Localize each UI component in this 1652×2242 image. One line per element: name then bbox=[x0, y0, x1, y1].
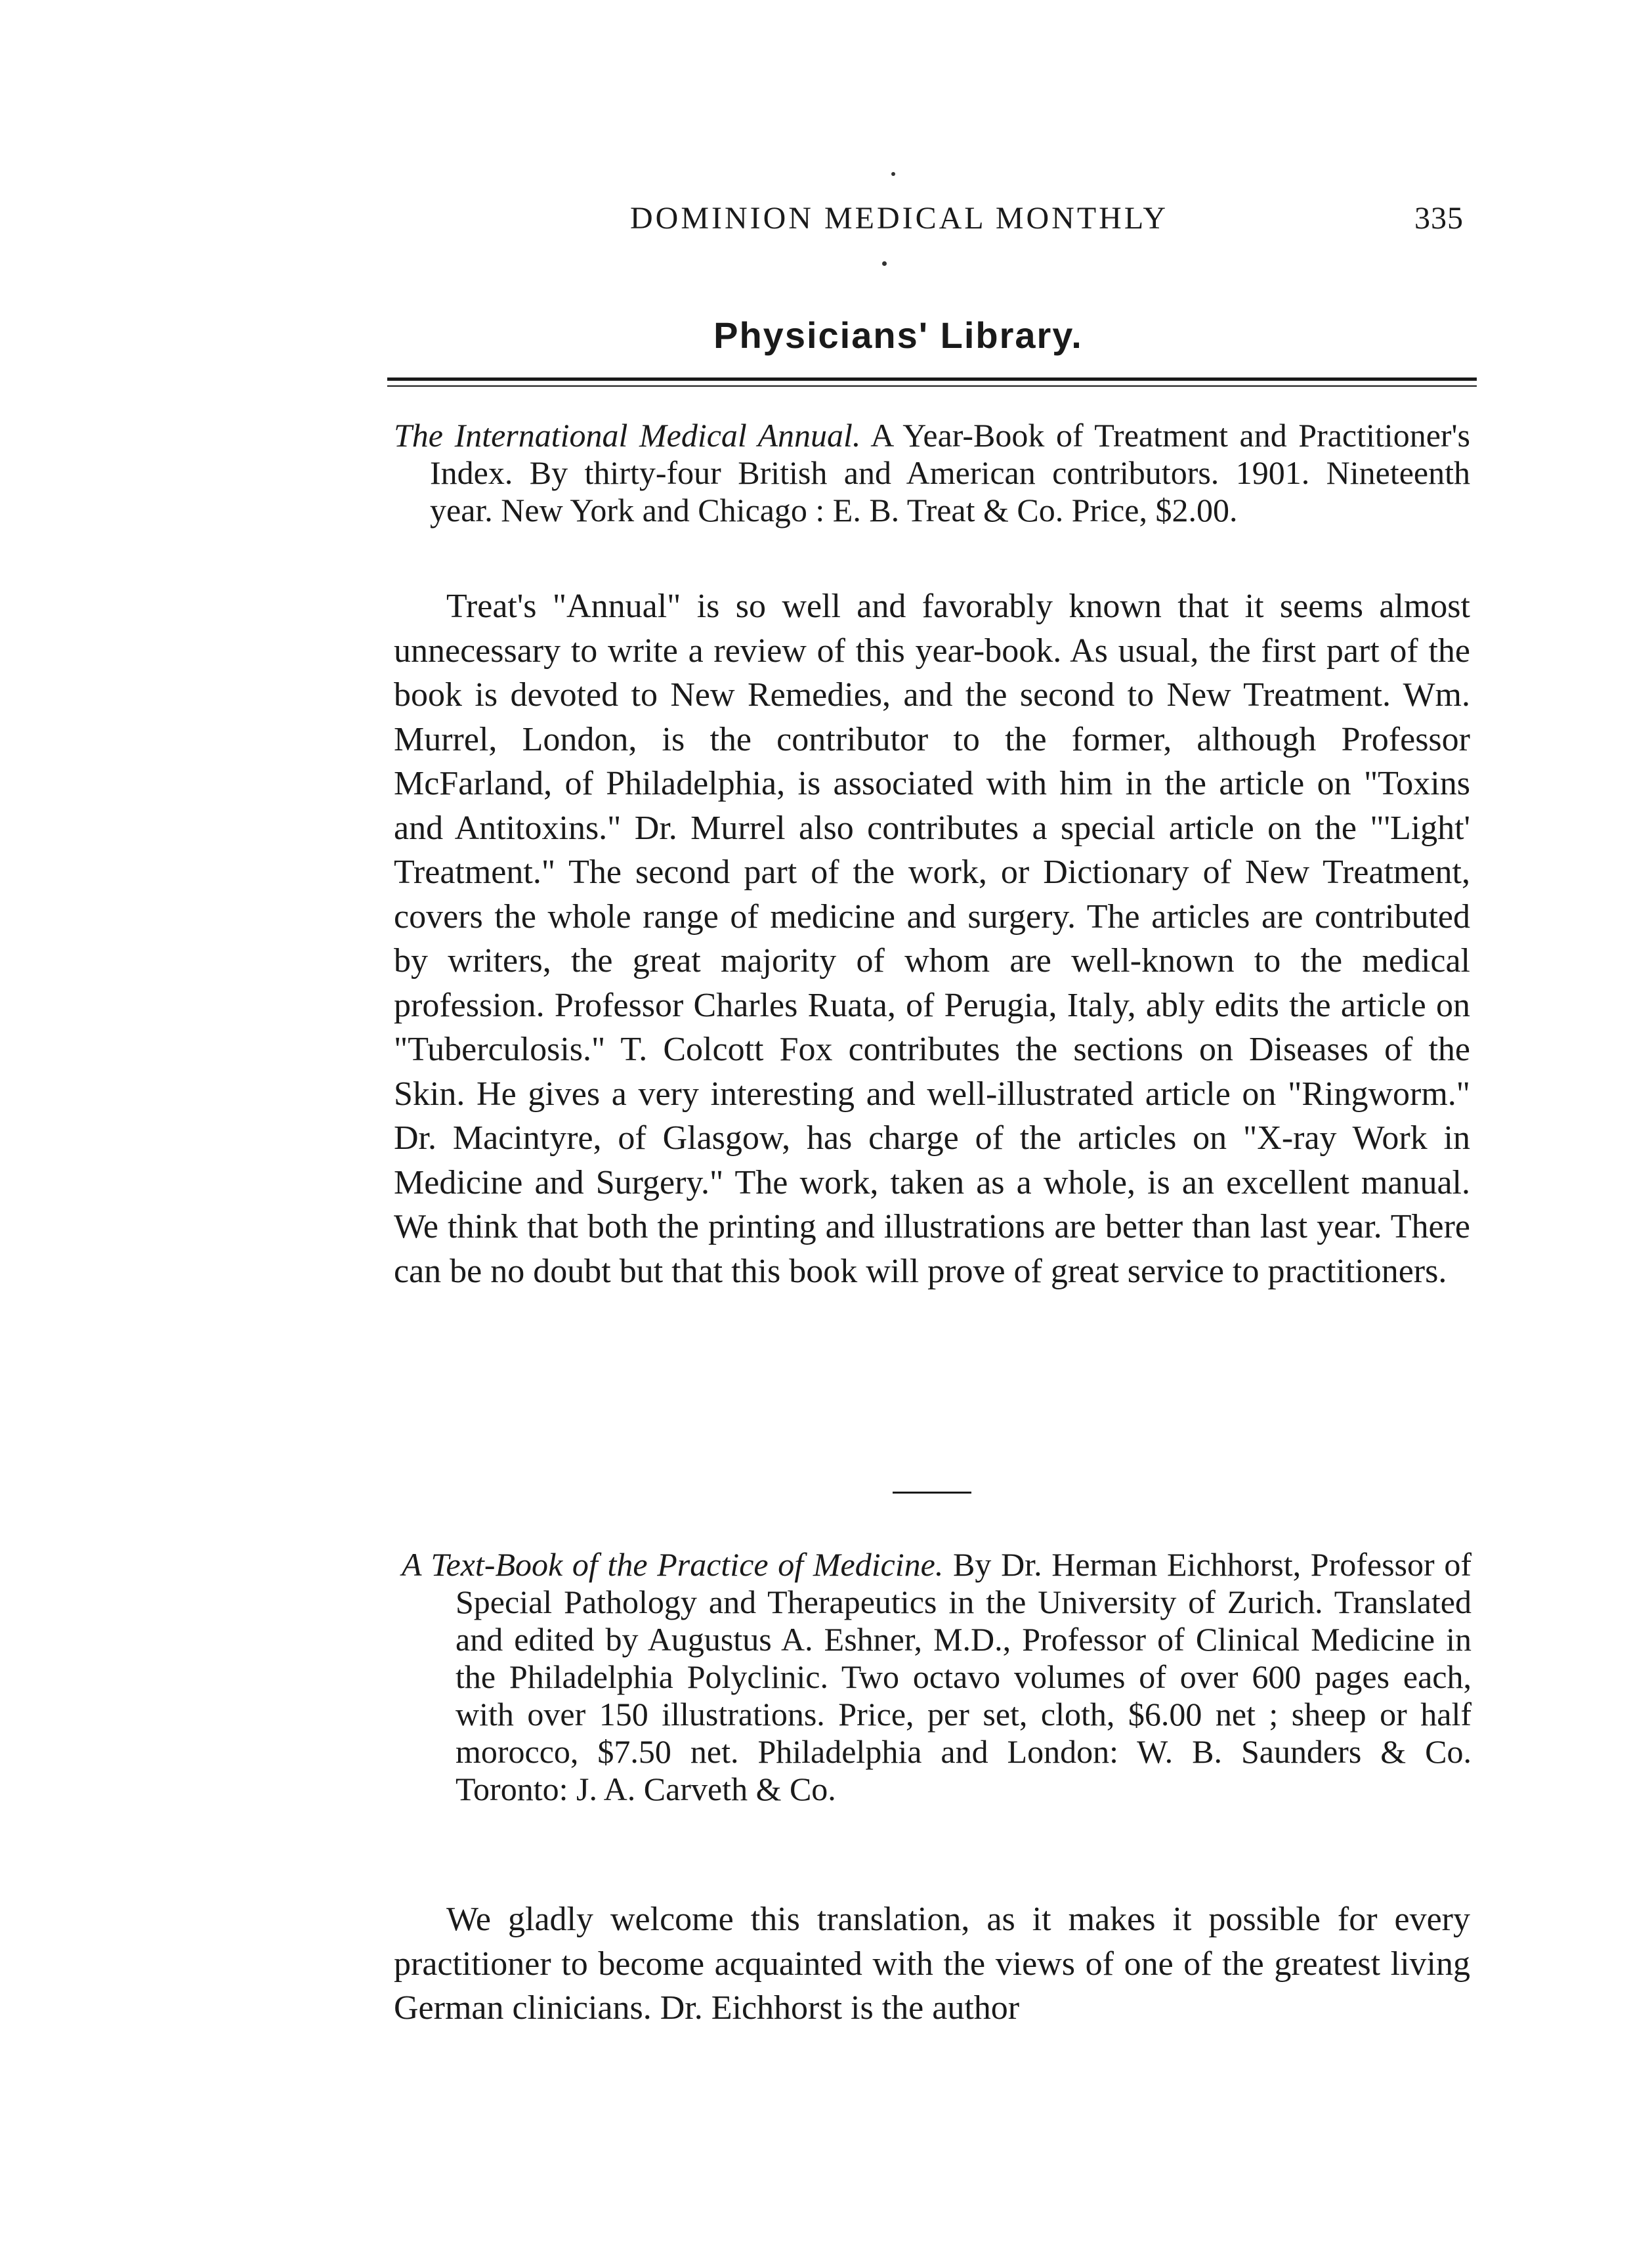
book-details: A Year-Book of Treatment and Practitioner's Index. By thirty-four British and American contributors. 1901. Nineteenth year. New York and Chicago : E. B. Treat & Co. Price, $2.00. bbox=[430, 417, 1470, 528]
double-rule-divider bbox=[387, 377, 1477, 387]
book-title: A Text-Book of the Practice of Medicine. bbox=[402, 1546, 944, 1583]
book-title: The International Medical Annual. bbox=[394, 417, 861, 454]
print-speck bbox=[882, 261, 887, 266]
short-rule-divider bbox=[893, 1492, 971, 1494]
running-title: DOMINION MEDICAL MONTHLY bbox=[630, 201, 1169, 236]
print-speck bbox=[891, 172, 895, 176]
book-entry-1 bbox=[394, 417, 1470, 529]
section-title: Physicians' Library. bbox=[713, 314, 1083, 356]
book-entry-2 bbox=[402, 1546, 1472, 1808]
book-review-2: We gladly welcome this translation, as it makes it possible for every practitioner to become acquainted with the views of one of the greatest living German clinicians. Dr. Eichhorst is the author bbox=[394, 1901, 1470, 2027]
book-details: By Dr. Herman Eichhorst, Professor of Special Pathology and Therapeutics in the University of Zurich. Translated and edited by Augustus A. Eshner, M.D., Professor of Clinical Medicine in the Philadelphia Polyclinic. Two octavo volumes of over 600 pages each, with over 150 illustrations. Price, per set, cloth, $6.00 net ; sheep or half morocco, $7.50 net. Philadelphia and London: W. B. Saunders & Co. Toronto: J. A. Carveth & Co. bbox=[455, 1546, 1472, 1807]
book-review-1: Treat's "Annual" is so well and favorably known that it seems almost unnecessary to write a review of this year-book. As usual, the first part of the book is devoted to New Remedies, and the second to New Treatment. Wm. Murrel, London, is the contributor to the former, although Professor McFarland, of Philadelphia, is associated with him in the article on "Toxins and Antitoxins." Dr. Murrel also contributes a special article on the "'Light' Treatment." The second part of the work, or Dictionary of New Treatment, covers the whole range of medicine and surgery. The articles are contributed by writers, the great majority of whom are well-known to the medical profession. Professor Charles Ruata, of Perugia, Italy, ably edits the article on "Tuberculosis." T. Colcott Fox contributes the sections on Diseases of the Skin. He gives a very interesting and well-illustrated article on "Ringworm." Dr. Macintyre, of Glasgow, has charge of the articles on "X-ray Work in Medicine and Surgery." The work, taken as a whole, is an excellent manual. We think that both the printing and illustrations are better than last year. There can be no doubt but that this book will prove of great service to practitioners. bbox=[394, 588, 1470, 1290]
page-number: 335 bbox=[1414, 201, 1464, 236]
